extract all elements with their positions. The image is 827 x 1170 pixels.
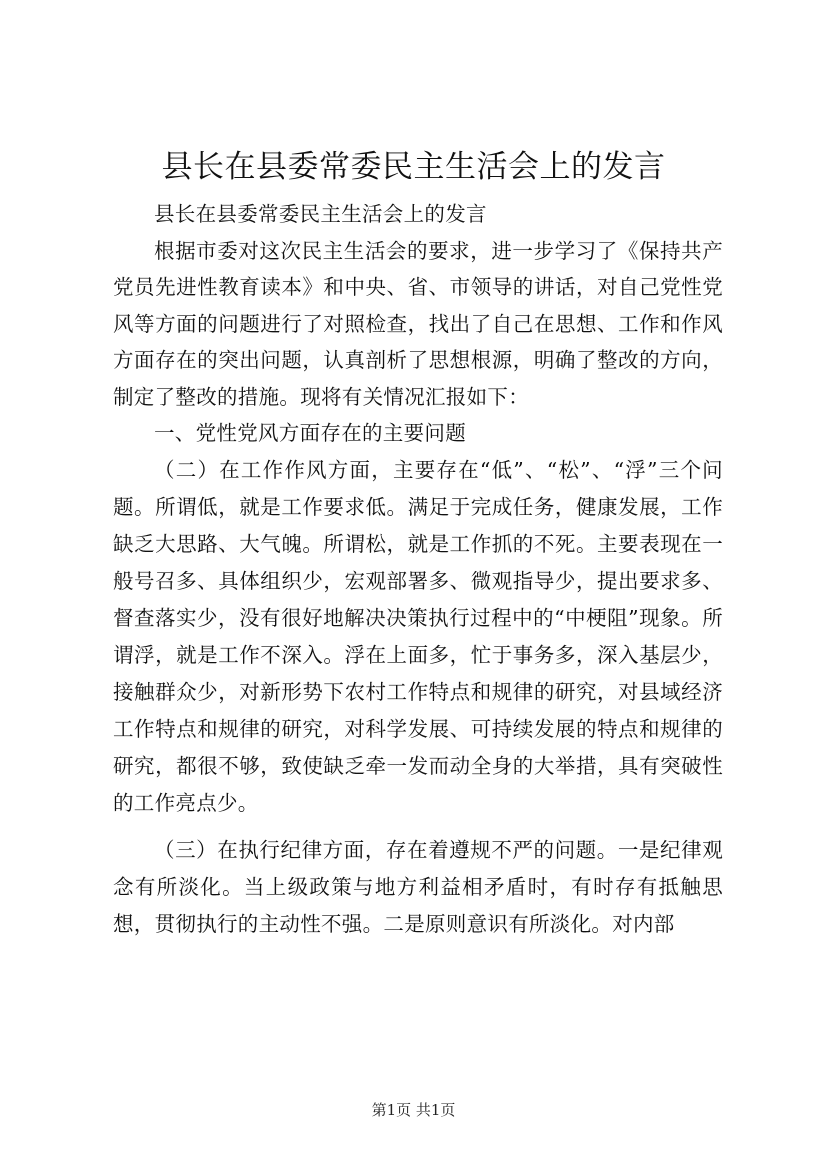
section-heading-1: 一、党性党风方面存在的主要问题: [154, 421, 466, 445]
body-paragraph-intro: 根据市委对这次民主生活会的要求，进一步学习了《保持共产党员先进性教育读本》和中央、省、市领导的讲话，对自己党性党风等方面的问题进行了对照检查，找出了自己在思想、工作和作风方面存在的突出问题，认真剖析了思想根源，明确了整改的方向，制定了整改的措施。现将有关情况汇报如下：: [113, 238, 723, 409]
document-title: 县长在县委常委民主生活会上的发言: [161, 149, 666, 185]
body-paragraph-discipline: （三）在执行纪律方面，存在着遵规不严的问题。一是纪律观念有所淡化。当上级政策与地方利益相矛盾时，有时存有抵触思想，贯彻执行的主动性不强。二是原则意识有所淡化。对内部: [113, 837, 723, 936]
body-paragraph-heading-repeat: 县长在县委常委民主生活会上的发言: [154, 202, 487, 226]
page-number-footer: 第1页 共1页: [371, 1101, 456, 1119]
body-paragraph-work-style: （二）在工作作风方面，主要存在“低”、“松”、“浮”三个问题。所谓低，就是工作要求低。满足于完成任务，健康发展，工作缺乏大思路、大气魄。所谓松，就是工作抓的不死。主要表现在一般号召多、具体组织少，宏观部署多、微观指导少，提出要求多、督查落实少，没有很好地解决决策执行过程中的“中梗阻”现象。所谓浮，就是工作不深入。浮在上面多，忙于事务多，深入基层少，接触群众少，对新形势下农村工作特点和规律的研究，对县域经济工作特点和规律的研究，对科学发展、可持续发展的特点和规律的研究，都很不够，致使缺乏牵一发而动全身的大举措，具有突破性的工作亮点少。: [113, 457, 723, 815]
document-body: [113, 196, 723, 943]
